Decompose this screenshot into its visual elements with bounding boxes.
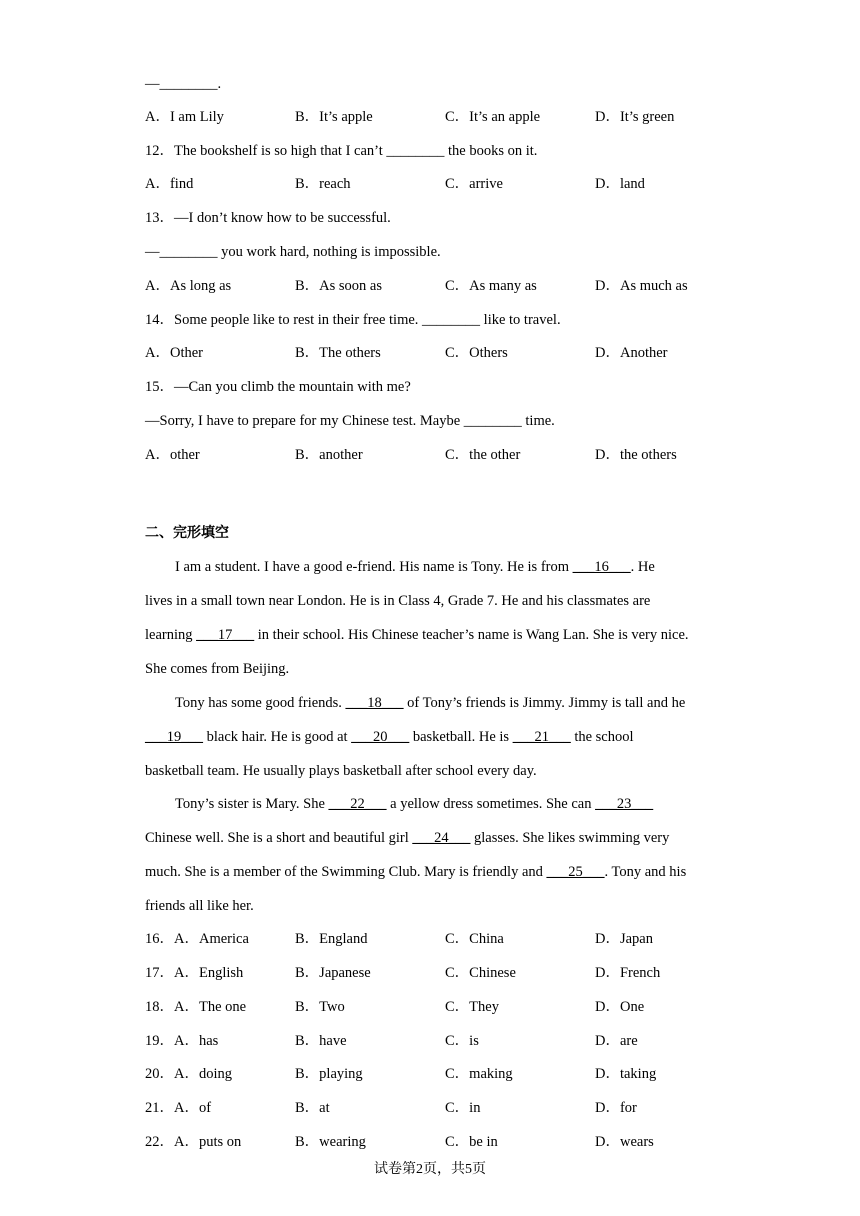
- page-footer: 试卷第2页，共5页: [374, 1162, 486, 1177]
- cloze-option-c: C．be in: [445, 1134, 498, 1150]
- passage-text: Tony’s sister is Mary. She: [175, 796, 329, 812]
- blank-marker: ___16___: [572, 559, 631, 575]
- q13-stem-2: —________ you work hard, nothing is impossible.: [145, 244, 441, 260]
- q11-option-b: B．It’s apple: [295, 109, 373, 125]
- passage-text: Tony has some good friends.: [175, 695, 346, 711]
- passage-text: in their school. His Chinese teacher’s name is Wang Lan. She is very nice.: [254, 627, 689, 643]
- cloze-option-a: 17．A．English: [145, 965, 244, 981]
- q15-option-b: B．another: [295, 447, 363, 463]
- cloze-option-a: 22．A．puts on: [145, 1134, 242, 1150]
- q14-option-c: C．Others: [445, 345, 508, 361]
- passage-text: basketball team. He usually plays basketball after school every day.: [145, 763, 537, 779]
- passage-line: [145, 591, 720, 611]
- q11-option-d: D．It’s green: [595, 109, 675, 125]
- passage-line: [175, 794, 750, 814]
- cloze-option-a: 18．A．The one: [145, 999, 247, 1015]
- cloze-option-b: B．at: [295, 1100, 330, 1116]
- blank-marker: ___17___: [196, 627, 255, 643]
- q13-stem: 13．—I don’t know how to be successful.: [145, 210, 391, 226]
- cloze-option-c: C．making: [445, 1066, 513, 1082]
- q12-stem: 12．The bookshelf is so high that I can’t ________ the books on it.: [145, 143, 538, 159]
- passage-text: a yellow dress sometimes. She can: [386, 796, 596, 812]
- blank-marker: ___18___: [345, 695, 404, 711]
- q13-option-d: D．As much as: [595, 278, 688, 294]
- passage-line: [145, 896, 720, 916]
- cloze-option-d: D．Japan: [595, 931, 653, 947]
- passage-line: [145, 625, 720, 645]
- cloze-option-b: B．England: [295, 931, 368, 947]
- cloze-option-b: B．playing: [295, 1066, 363, 1082]
- passage-line: [145, 828, 720, 848]
- q11-option-a: A．I am Lily: [145, 109, 224, 125]
- cloze-option-a: 16．A．America: [145, 931, 249, 947]
- passage-text: much. She is a member of the Swimming Club. Mary is friendly and: [145, 864, 547, 880]
- cloze-option-c: C．in: [445, 1100, 481, 1116]
- cloze-option-d: D．are: [595, 1033, 638, 1049]
- cloze-option-d: D．taking: [595, 1066, 657, 1082]
- cloze-option-a: 20．A．doing: [145, 1066, 232, 1082]
- q15-stem: 15．—Can you climb the mountain with me?: [145, 379, 411, 395]
- cloze-option-a: 19．A．has: [145, 1033, 219, 1049]
- passage-text: of Tony’s friends is Jimmy. Jimmy is tall and he: [403, 695, 686, 711]
- q13-option-b: B．As soon as: [295, 278, 383, 294]
- q13-option-c: C．As many as: [445, 278, 537, 294]
- blank-marker: ___23___: [595, 796, 654, 812]
- q14-option-d: D．Another: [595, 345, 668, 361]
- cloze-option-c: C．China: [445, 931, 504, 947]
- blank-marker: ___19___: [145, 729, 203, 745]
- blank-marker: ___21___: [512, 729, 571, 745]
- q15-option-c: C．the other: [445, 447, 521, 463]
- passage-line: [145, 727, 720, 747]
- q11-stem-end: —________.: [145, 76, 222, 92]
- section-title: 二、完形填空: [145, 525, 229, 541]
- q15-option-a: A．other: [145, 447, 200, 463]
- q15-stem-2: —Sorry, I have to prepare for my Chinese test. Maybe ________ time.: [145, 413, 555, 429]
- q12-option-b: B．reach: [295, 176, 351, 192]
- cloze-option-c: C．is: [445, 1033, 479, 1049]
- cloze-option-b: B．Japanese: [295, 965, 371, 981]
- passage-line: [145, 761, 720, 781]
- q12-option-c: C．arrive: [445, 176, 503, 192]
- passage-text: glasses. She likes swimming very: [470, 830, 670, 846]
- passage-text: learning: [145, 627, 197, 643]
- blank-marker: ___24___: [412, 830, 471, 846]
- passage-line: [145, 862, 720, 882]
- passage-line: [175, 693, 750, 713]
- q14-stem: 14．Some people like to rest in their free time. ________ like to travel.: [145, 312, 561, 328]
- cloze-option-d: D．wears: [595, 1134, 654, 1150]
- passage-line: [175, 557, 750, 577]
- cloze-option-c: C．They: [445, 999, 499, 1015]
- q11-option-c: C．It’s an apple: [445, 109, 541, 125]
- q12-option-d: D．land: [595, 176, 645, 192]
- passage-text: . Tony and his: [604, 864, 687, 880]
- q14-option-b: B．The others: [295, 345, 381, 361]
- passage-text: the school: [570, 729, 634, 745]
- passage-text: lives in a small town near London. He is in Class 4, Grade 7. He and his classmates are: [145, 593, 651, 609]
- cloze-option-d: D．One: [595, 999, 645, 1015]
- passage-text: She comes from Beijing.: [145, 661, 290, 677]
- passage-line: [145, 659, 720, 679]
- cloze-option-b: B．have: [295, 1033, 347, 1049]
- cloze-option-d: D．for: [595, 1100, 637, 1116]
- cloze-option-b: B．wearing: [295, 1134, 366, 1150]
- q12-option-a: A．find: [145, 176, 194, 192]
- passage-text: I am a student. I have a good e-friend. His name is Tony. He is from: [175, 559, 573, 575]
- cloze-option-b: B．Two: [295, 999, 345, 1015]
- cloze-option-c: C．Chinese: [445, 965, 516, 981]
- passage-text: Chinese well. She is a short and beautiful girl: [145, 830, 413, 846]
- passage-text: black hair. He is good at: [203, 729, 352, 745]
- q13-option-a: A．As long as: [145, 278, 232, 294]
- blank-marker: ___22___: [328, 796, 387, 812]
- cloze-option-a: 21．A．of: [145, 1100, 212, 1116]
- passage-text: friends all like her.: [145, 898, 254, 914]
- cloze-option-d: D．French: [595, 965, 661, 981]
- blank-marker: ___25___: [546, 864, 605, 880]
- passage-text: . He: [630, 559, 655, 575]
- blank-marker: ___20___: [351, 729, 410, 745]
- passage-text: basketball. He is: [409, 729, 513, 745]
- q15-option-d: D．the others: [595, 447, 677, 463]
- q14-option-a: A．Other: [145, 345, 203, 361]
